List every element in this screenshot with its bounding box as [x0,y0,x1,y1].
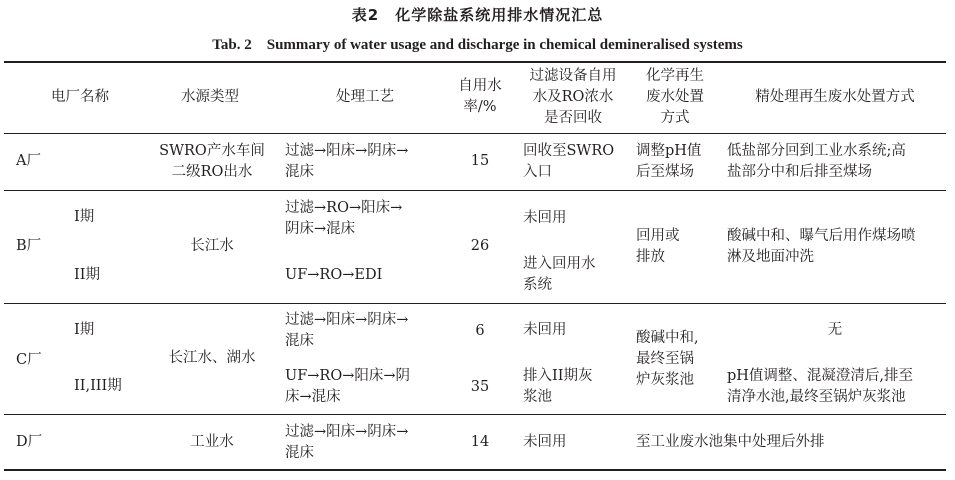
row-a-process-1: 过滤→阳床→阴床→ [285,143,409,159]
row-d-combined-disposal: 至工业废水池集中处理后外排 [636,434,825,450]
row-c-source: 长江水、湖水 [168,350,256,366]
row-b-chem-2: 排放 [636,249,665,265]
row-b-filter-2a: 进入回用水 [523,256,596,272]
row-b-phase-2: II期 [74,267,100,283]
row-b-plant: B厂 [16,238,42,254]
row-a-source-2: 二级RO出水 [171,164,253,180]
row-c-process1-2: 混床 [285,333,314,349]
row-c-chem-1: 酸碱中和, [636,330,699,346]
row-c-phase-1: I期 [74,322,95,338]
rule-top [4,61,946,63]
row-b-filter-1: 未回用 [523,210,567,226]
row-d-rate: 14 [470,434,490,450]
row-a-filter-2: 入口 [523,164,552,180]
row-c-polish-1: 无 [827,322,843,338]
row-c-chem-3: 炉灰浆池 [636,372,694,388]
table-title-cn: 表2 化学除盐系统用排水情况汇总 [351,6,604,24]
row-c-process2-1: UF→RO→阳床→阴 [285,368,411,384]
rule-row-b [4,303,946,304]
rule-row-c [4,414,946,415]
row-c-polish-2a: pH值调整、混凝澄清后,排至 [727,368,914,384]
row-c-rate-2: 35 [470,379,490,395]
rule-header [4,133,946,134]
row-d-process-2: 混床 [285,445,314,461]
row-c-process2-2: 床→混床 [285,389,341,405]
rule-bottom [4,469,946,471]
row-c-rate-1: 6 [475,323,485,339]
header-chem-1: 化学再生 [646,68,704,84]
row-a-chem-1: 调整pH值 [636,143,702,159]
row-b-polish-1: 酸碱中和、曝气后用作煤场喷 [727,228,916,244]
header-filter-2: 水及RO浓水 [532,89,614,105]
row-b-source: 长江水 [190,238,234,254]
row-c-chem-2: 最终至锅 [636,351,694,367]
header-source: 水源类型 [181,89,239,105]
header-filter-1: 过滤设备自用 [529,68,617,84]
row-b-process1-1: 过滤→RO→阳床→ [285,200,403,216]
header-chem-3: 方式 [660,110,690,126]
row-d-source: 工业水 [190,434,234,450]
row-b-phase-1: I期 [74,209,95,225]
row-b-process2: UF→RO→EDI [285,267,383,283]
header-polish: 精处理再生废水处置方式 [755,89,915,105]
row-c-process1-1: 过滤→阳床→阴床→ [285,312,409,328]
row-b-rate: 26 [470,238,490,254]
row-c-filter-1: 未回用 [523,322,567,338]
row-c-filter-2a: 排入II期灰 [523,368,593,384]
row-b-filter-2b: 系统 [523,277,552,293]
row-d-plant: D厂 [16,434,43,450]
row-d-process-1: 过滤→阳床→阴床→ [285,424,409,440]
header-plant: 电厂名称 [51,89,109,105]
header-rate-2: 率/% [463,99,497,115]
header-chem-2: 废水处置 [646,89,704,105]
row-c-filter-2b: 浆池 [523,389,552,405]
header-filter-3: 是否回收 [544,110,602,126]
row-a-process-2: 混床 [285,164,314,180]
row-a-rate: 15 [470,153,490,169]
rule-row-a [4,190,946,191]
header-process: 处理工艺 [336,89,394,105]
row-a-polish-2: 盐部分中和后排至煤场 [727,164,872,180]
row-a-chem-2: 后至煤场 [636,164,694,180]
row-a-source-1: SWRO产水车间 [159,143,265,159]
row-b-chem-1: 回用或 [636,228,680,244]
row-c-phase-2: II,III期 [74,378,122,394]
row-b-process1-2: 阴床→混床 [285,221,356,237]
row-b-polish-2: 淋及地面冲洗 [727,249,814,265]
row-a-plant: A厂 [16,153,41,169]
row-c-polish-2b: 清净水池,最终至锅炉灰浆池 [727,389,906,405]
row-a-filter-1: 回收至SWRO [523,143,615,159]
row-c-plant: C厂 [16,352,42,368]
row-a-polish-1: 低盐部分回到工业水系统;高 [727,143,906,159]
table-title-en: Tab. 2 Summary of water usage and discharge in chemical demineralised systems [212,37,743,53]
row-d-filter: 未回用 [523,434,567,450]
header-rate-1: 自用水 [458,78,502,94]
